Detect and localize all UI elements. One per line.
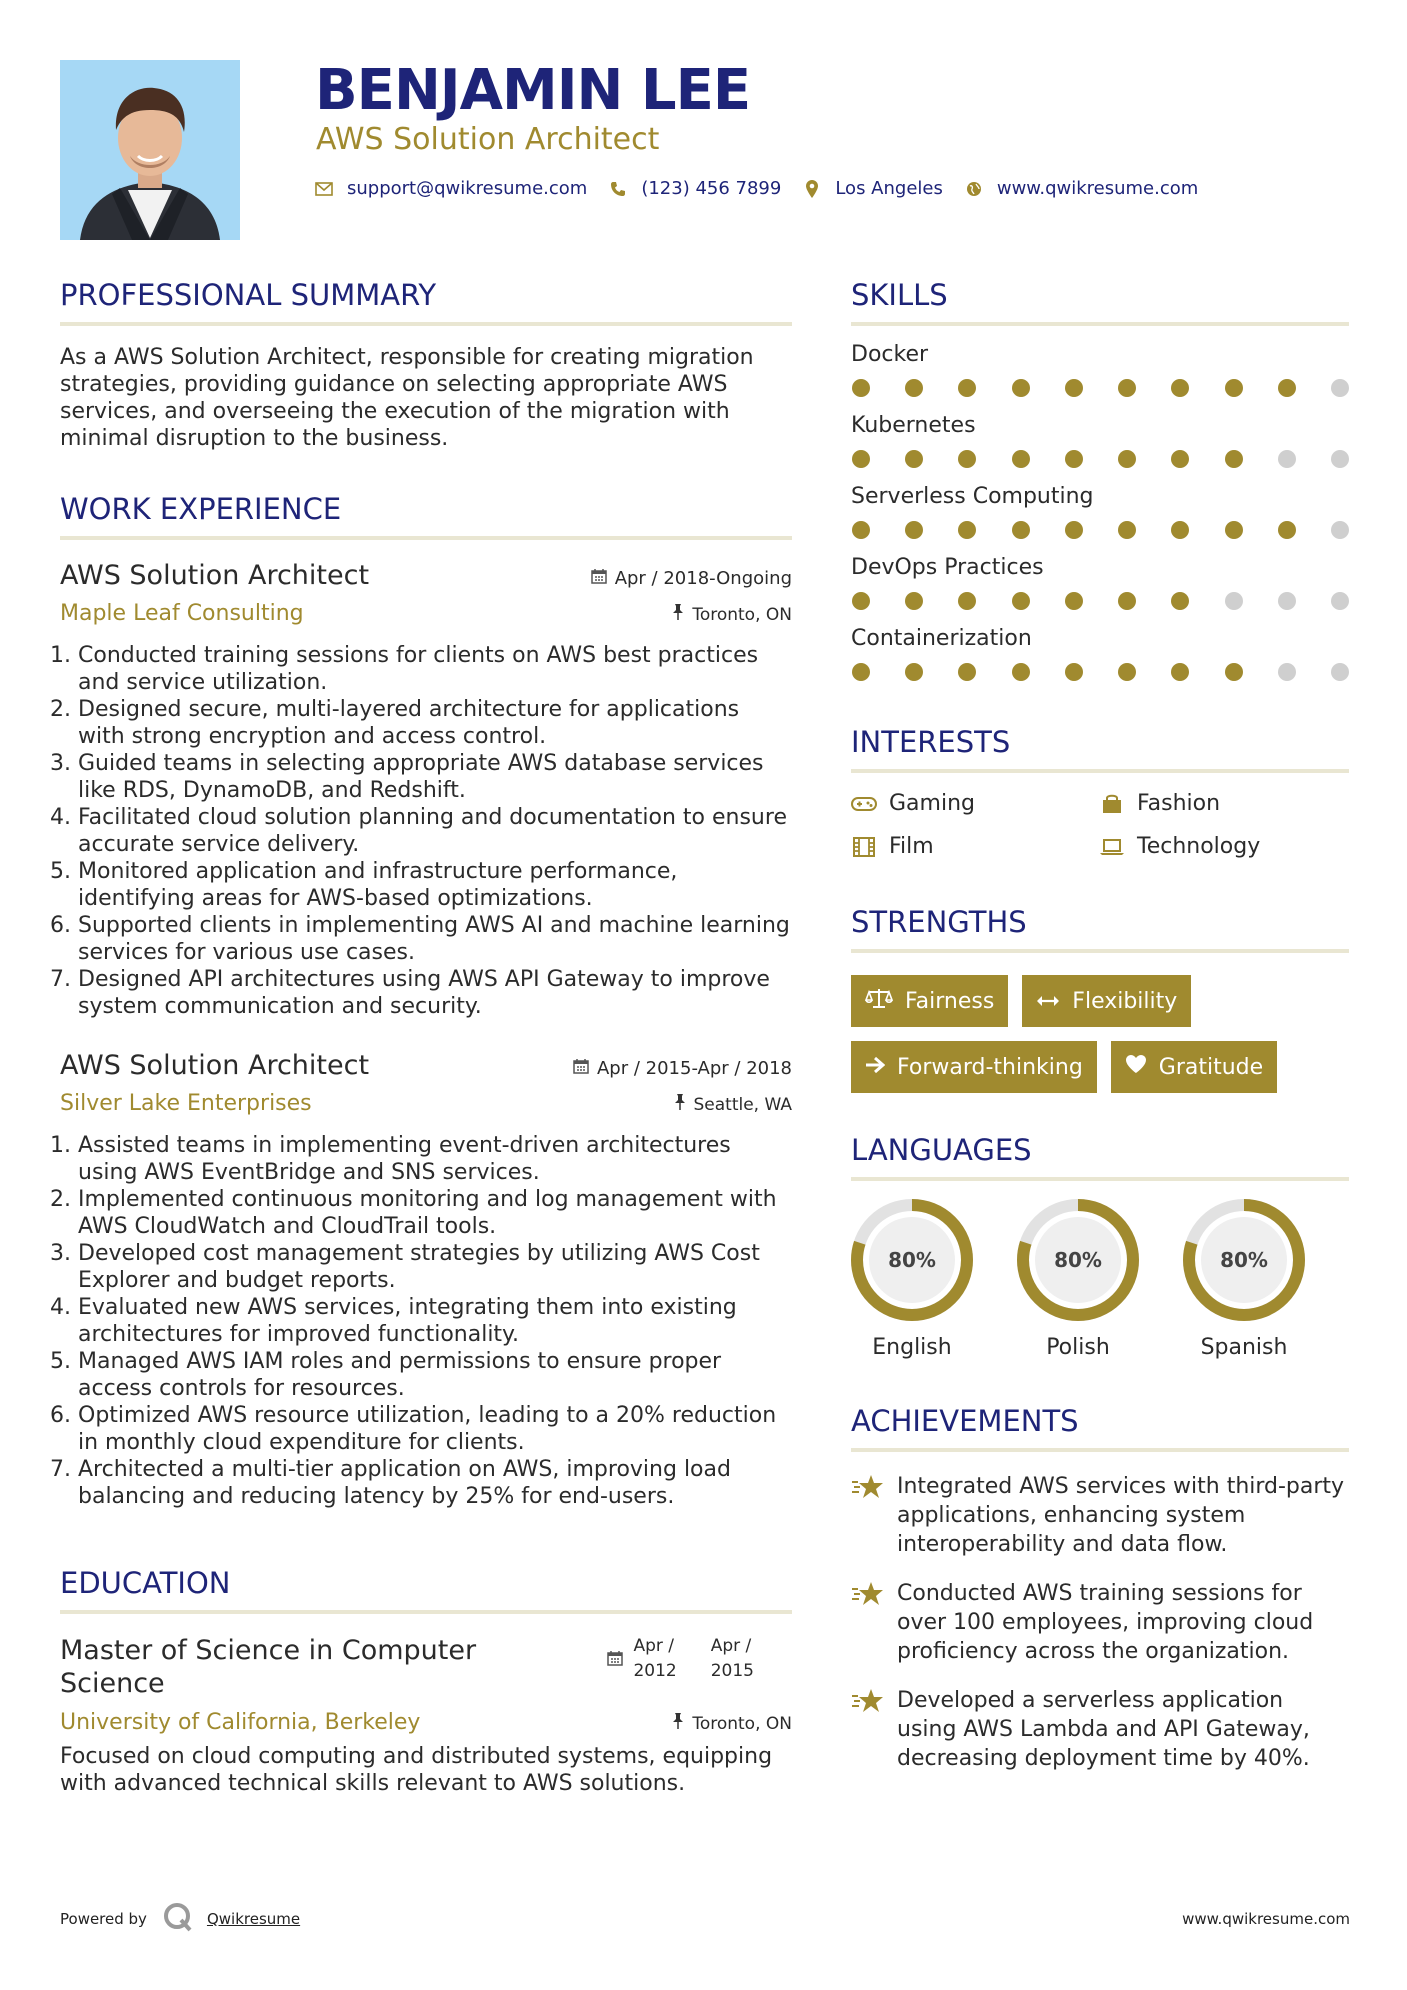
list-item: 3. Developed cost management strategies by utilizing AWS Cost Explorer and budget reports. <box>78 1240 792 1294</box>
section-divider <box>851 1177 1349 1181</box>
interest-item <box>851 834 1099 859</box>
rating-dot-empty <box>1278 450 1296 468</box>
interest-item <box>1099 834 1349 859</box>
rating-dot-filled <box>1171 663 1189 681</box>
skill-name: Serverless Computing <box>851 484 1094 509</box>
gamepad-icon <box>851 796 877 812</box>
rating-dot-filled <box>905 521 923 539</box>
rating-dot-empty <box>1278 592 1296 610</box>
rating-dot-filled <box>1118 450 1136 468</box>
company-name: Maple Leaf Consulting <box>60 601 304 626</box>
calendar-icon <box>591 568 607 589</box>
rating-dot-filled <box>1065 450 1083 468</box>
section-divider <box>60 1610 792 1614</box>
language-progress-ring <box>1183 1199 1305 1321</box>
rating-dot-filled <box>1065 521 1083 539</box>
star-icon <box>851 1686 885 1773</box>
interest-label: Gaming <box>889 791 975 816</box>
rating-dot-filled <box>1171 379 1189 397</box>
job-date: Apr / 2018-Ongoing <box>614 568 792 589</box>
job-entry-2 <box>60 1050 792 1510</box>
summary-section <box>60 278 792 452</box>
rating-dot-empty <box>1331 450 1349 468</box>
rating-dot-filled <box>958 663 976 681</box>
strength-tag <box>1111 1041 1277 1093</box>
interest-item <box>1099 791 1349 816</box>
arrows-horizontal-icon <box>1036 989 1060 1014</box>
candidate-name: BENJAMIN LEE <box>315 58 751 123</box>
skills-section <box>851 278 1349 681</box>
rating-dot-filled <box>852 663 870 681</box>
rating-dot-filled <box>905 379 923 397</box>
education-description: Focused on cloud computing and distributed systems, equipping with advanced technical skills relevant to AWS solutions. <box>60 1744 773 1796</box>
rating-dot-filled <box>958 592 976 610</box>
job-location: Toronto, ON <box>692 604 792 625</box>
rating-dot-empty <box>1331 592 1349 610</box>
job-bullets <box>60 1132 792 1510</box>
list-item: 6. Optimized AWS resource utilization, leading to a 20% reduction in monthly cloud expenditure for clients. <box>78 1402 792 1456</box>
language-progress-ring <box>851 1199 973 1321</box>
film-icon <box>851 837 877 857</box>
language-item <box>1183 1199 1349 1360</box>
rating-dot-filled <box>958 379 976 397</box>
skill-name: Kubernetes <box>851 413 976 438</box>
strengths-section <box>851 905 1349 1093</box>
achievement-text: Integrated AWS services with third-party applications, enhancing system interoperability and data flow. <box>897 1474 1345 1557</box>
candidate-title: AWS Solution Architect <box>316 122 660 157</box>
rating-dot-filled <box>1065 663 1083 681</box>
experience-heading: WORK EXPERIENCE <box>60 492 342 526</box>
edu-end-month: Apr / <box>710 1636 752 1656</box>
phone-text: (123) 456 7899 <box>641 178 782 199</box>
strength-tag <box>1022 975 1191 1027</box>
skill-rating <box>851 379 1349 397</box>
contact-website[interactable] <box>965 178 1198 199</box>
languages-section <box>851 1133 1349 1360</box>
interest-label: Technology <box>1137 834 1261 859</box>
strength-tag <box>851 1041 1097 1093</box>
calendar-icon <box>573 1058 589 1079</box>
job-title: AWS Solution Architect <box>60 1050 370 1081</box>
list-item: 2. Designed secure, multi-layered architecture for applications with strong encryption and access control. <box>78 696 792 750</box>
language-percent: 80% <box>1054 1248 1102 1272</box>
email-text: support@qwikresume.com <box>347 178 588 199</box>
list-item: 2. Implemented continuous monitoring and log management with AWS CloudWatch and CloudTrail tools. <box>78 1186 792 1240</box>
section-divider <box>851 1448 1349 1452</box>
rating-dot-empty <box>1225 592 1243 610</box>
strength-label: Fairness <box>905 988 995 1014</box>
rating-dot-filled <box>905 663 923 681</box>
strength-label: Flexibility <box>1072 988 1178 1014</box>
section-divider <box>60 536 792 540</box>
rating-dot-filled <box>1012 450 1030 468</box>
star-icon <box>851 1472 885 1559</box>
achievements-heading: ACHIEVEMENTS <box>851 1404 1079 1438</box>
contact-bar <box>315 178 1220 199</box>
language-item <box>851 1199 1017 1360</box>
skill-name: Containerization <box>851 626 1032 651</box>
rating-dot-filled <box>1225 521 1243 539</box>
company-name: Silver Lake Enterprises <box>60 1091 312 1116</box>
rating-dot-filled <box>1012 379 1030 397</box>
list-item: 4. Evaluated new AWS services, integrating them into existing architectures for improved functionality. <box>78 1294 792 1348</box>
balance-scale-icon <box>865 987 893 1015</box>
skill-item <box>851 413 1349 468</box>
skill-rating <box>851 663 1349 681</box>
rating-dot-filled <box>1278 379 1296 397</box>
globe-icon <box>965 181 983 197</box>
rating-dot-empty <box>1331 379 1349 397</box>
qwikresume-link[interactable]: Qwikresume <box>206 1910 301 1928</box>
laptop-icon <box>1099 838 1125 856</box>
rating-dot-filled <box>1065 379 1083 397</box>
edu-start-month: Apr / <box>633 1636 675 1656</box>
interests-heading: INTERESTS <box>851 725 1011 759</box>
edu-end-year: 2015 <box>710 1661 754 1681</box>
rating-dot-filled <box>1118 592 1136 610</box>
website-text: www.qwikresume.com <box>996 178 1199 199</box>
list-item: 1. Assisted teams in implementing event-driven architectures using AWS EventBridge and SNS services. <box>78 1132 792 1186</box>
skill-rating <box>851 592 1349 610</box>
list-item: 7. Architected a multi-tier application on AWS, improving load balancing and reducing latency by 25% for end-users. <box>78 1456 792 1510</box>
skill-rating <box>851 450 1349 468</box>
location-text: Los Angeles <box>835 178 943 199</box>
language-name: English <box>872 1335 952 1360</box>
skill-name: DevOps Practices <box>851 555 1044 580</box>
list-item: 5. Monitored application and infrastructure performance, identifying areas for AWS-based optimizations. <box>78 858 792 912</box>
rating-dot-filled <box>1278 521 1296 539</box>
achievements-section <box>851 1404 1349 1773</box>
education-section <box>60 1566 792 1797</box>
school-location: Toronto, ON <box>692 1713 792 1734</box>
languages-heading: LANGUAGES <box>851 1133 1032 1167</box>
rating-dot-empty <box>1278 663 1296 681</box>
achievement-text: Developed a serverless application using AWS Lambda and API Gateway, decreasing deployment time by 40%. <box>897 1688 1310 1771</box>
pushpin-icon <box>672 1713 684 1734</box>
qwikresume-logo-icon <box>163 1902 193 1936</box>
language-item <box>1017 1199 1183 1360</box>
achievement-text: Conducted AWS training sessions for over 100 employees, improving cloud proficiency across the organization. <box>897 1581 1314 1664</box>
skill-item <box>851 555 1349 610</box>
summary-text: As a AWS Solution Architect, responsible for creating migration strategies, providing guidance on selecting appropriate AWS services, and overseeing the execution of the migration with minimal disruption to the business. <box>60 345 754 451</box>
degree-title-line1: Master of Science in Computer <box>60 1635 477 1666</box>
rating-dot-filled <box>1225 663 1243 681</box>
rating-dot-empty <box>1331 663 1349 681</box>
footer-brand <box>60 1902 300 1936</box>
contact-phone[interactable] <box>609 178 781 199</box>
achievement-item <box>851 1472 1349 1559</box>
footer <box>60 1902 1350 1936</box>
strength-label: Forward-thinking <box>897 1054 1083 1080</box>
interest-item <box>851 791 1099 816</box>
interest-label: Film <box>889 834 934 859</box>
list-item: 5. Managed AWS IAM roles and permissions to ensure proper access controls for resources. <box>78 1348 792 1402</box>
rating-dot-filled <box>1065 592 1083 610</box>
rating-dot-filled <box>1012 521 1030 539</box>
skill-name: Docker <box>851 342 929 367</box>
powered-by-text: Powered by <box>60 1910 147 1928</box>
contact-email[interactable] <box>315 178 587 199</box>
pushpin-icon <box>674 1094 686 1115</box>
rating-dot-filled <box>1012 663 1030 681</box>
job-title: AWS Solution Architect <box>60 560 370 591</box>
map-marker-icon <box>803 180 821 198</box>
job-bullets <box>60 642 792 1020</box>
section-divider <box>851 769 1349 773</box>
footer-url[interactable]: www.qwikresume.com <box>1182 1910 1350 1928</box>
rating-dot-filled <box>852 450 870 468</box>
skills-list <box>851 342 1349 681</box>
language-percent: 80% <box>888 1248 936 1272</box>
left-column <box>60 278 792 1797</box>
rating-dot-filled <box>905 592 923 610</box>
arrow-right-icon <box>865 1055 885 1080</box>
language-percent: 80% <box>1220 1248 1268 1272</box>
interests-section <box>851 725 1349 859</box>
rating-dot-filled <box>958 521 976 539</box>
heart-icon <box>1125 1054 1147 1080</box>
list-item: 1. Conducted training sessions for clients on AWS best practices and service utilization. <box>78 642 792 696</box>
edu-start-year: 2012 <box>633 1661 677 1681</box>
rating-dot-filled <box>905 450 923 468</box>
rating-dot-filled <box>1118 663 1136 681</box>
summary-heading: PROFESSIONAL SUMMARY <box>60 278 437 312</box>
school-name: University of California, Berkeley <box>60 1710 421 1735</box>
rating-dot-filled <box>1171 592 1189 610</box>
phone-icon <box>609 181 627 197</box>
language-name: Spanish <box>1200 1335 1288 1360</box>
skill-item <box>851 484 1349 539</box>
list-item: 6. Supported clients in implementing AWS AI and machine learning services for various use cases. <box>78 912 792 966</box>
section-divider <box>851 322 1349 326</box>
star-icon <box>851 1579 885 1666</box>
skill-item <box>851 626 1349 681</box>
list-item: 3. Guided teams in selecting appropriate AWS database services like RDS, DynamoDB, and Redshift. <box>78 750 792 804</box>
envelope-icon <box>315 182 333 196</box>
shopping-bag-icon <box>1099 793 1125 815</box>
section-divider <box>60 322 792 326</box>
rating-dot-filled <box>852 592 870 610</box>
achievement-item <box>851 1579 1349 1666</box>
list-item: 4. Facilitated cloud solution planning and documentation to ensure accurate service delivery. <box>78 804 792 858</box>
strengths-heading: STRENGTHS <box>851 905 1027 939</box>
experience-section <box>60 492 792 1510</box>
interest-label: Fashion <box>1137 791 1221 816</box>
profile-photo <box>60 60 240 240</box>
language-progress-ring <box>1017 1199 1139 1321</box>
languages-list <box>851 1199 1349 1360</box>
education-heading: EDUCATION <box>60 1566 231 1600</box>
rating-dot-filled <box>1225 450 1243 468</box>
rating-dot-filled <box>1225 379 1243 397</box>
rating-dot-filled <box>1012 592 1030 610</box>
rating-dot-filled <box>1171 450 1189 468</box>
job-location: Seattle, WA <box>693 1094 792 1115</box>
rating-dot-empty <box>1331 521 1349 539</box>
rating-dot-filled <box>852 521 870 539</box>
strength-label: Gratitude <box>1158 1054 1264 1080</box>
achievement-item <box>851 1686 1349 1773</box>
contact-location <box>803 178 943 199</box>
degree-title-line2: Science <box>60 1668 165 1699</box>
pushpin-icon <box>672 604 684 625</box>
strength-tag <box>851 975 1008 1027</box>
rating-dot-filled <box>958 450 976 468</box>
rating-dot-filled <box>1171 521 1189 539</box>
skill-item <box>851 342 1349 397</box>
job-date: Apr / 2015-Apr / 2018 <box>596 1058 792 1079</box>
job-entry-1 <box>60 560 792 1020</box>
list-item: 7. Designed API architectures using AWS API Gateway to improve system communication and security. <box>78 966 792 1020</box>
rating-dot-filled <box>1118 379 1136 397</box>
calendar-icon <box>607 1649 623 1674</box>
section-divider <box>851 949 1349 953</box>
language-name: Polish <box>1046 1335 1110 1360</box>
skill-rating <box>851 521 1349 539</box>
rating-dot-filled <box>852 379 870 397</box>
right-column <box>851 278 1349 1773</box>
rating-dot-filled <box>1118 521 1136 539</box>
skills-heading: SKILLS <box>851 278 948 312</box>
